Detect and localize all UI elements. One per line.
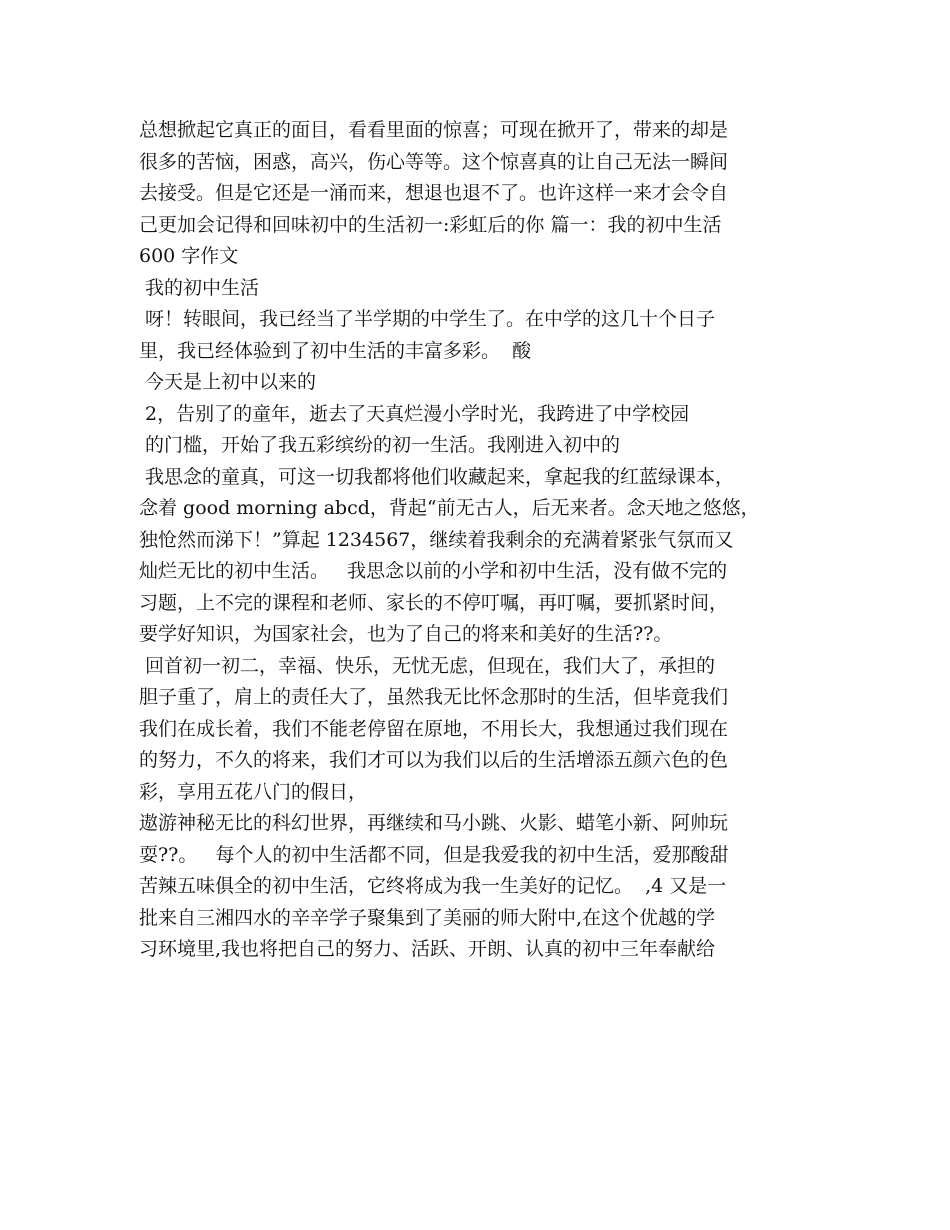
text-line: 己更加会记得和回味初中的生活初一:彩虹后的你 篇一：我的初中生活 — [139, 213, 722, 236]
text-line: 很多的苦恼，困惑，高兴，伤心等等。这个惊喜真的让自己无法一瞬间 — [139, 150, 729, 173]
body-text — [139, 115, 829, 966]
text-line: 苦辣五味俱全的初中生活，它终将成为我一生美好的记忆。 ,4 又是一 — [139, 875, 727, 897]
text-line: 胆子重了，肩上的责任大了，虽然我无比怀念那时的生活，但毕竟我们 — [139, 686, 729, 708]
text-line: 里，我已经体验到了初中生活的丰富多彩。 酸 — [139, 339, 532, 362]
text-line: 彩，享用五花八门的假日， — [139, 780, 368, 803]
text-line: 总想掀起它真正的面目，看看里面的惊喜；可现在掀开了，带来的却是 — [139, 119, 729, 141]
text-line: 呀！转眼间，我已经当了半学期的中学生了。在中学的这几十个日子 — [139, 308, 716, 330]
text-line: 回首初一初二，幸福、快乐，无忧无虑，但现在，我们大了，承担的 — [139, 654, 716, 677]
text-line: 耍??。 每个人的初中生活都不同，但是我爱我的初中生活，爱那酸甜 — [139, 843, 729, 866]
text-line: 我思念的童真，可这一切我都将他们收藏起来，拿起我的红蓝绿课本， — [139, 465, 735, 488]
text-line: 去接受。但是它还是一涌而来，想退也退不了。也许这样一来才会令自 — [139, 182, 729, 204]
text-line: 的努力，不久的将来，我们才可以为我们以后的生活增添五颜六色的色 — [139, 749, 729, 771]
text-line: 念着 good morning abcd，背起“前无古人，后无来者。念天地之悠悠， — [139, 497, 760, 519]
text-line: 灿烂无比的初中生活。 我思念以前的小学和初中生活，没有做不完的 — [139, 560, 728, 582]
text-line: 2，告别了的童年，逝去了天真烂漫小学时光，我跨进了中学校园 — [139, 402, 690, 425]
text-line: 我们在成长着，我们不能老停留在原地，不用长大，我想通过我们现在 — [139, 717, 729, 740]
text-line: 600 字作文 — [139, 245, 239, 267]
text-line: 批来自三湘四水的辛辛学子聚集到了美丽的师大附中,在这个优越的学 — [139, 906, 716, 929]
text-line: 要学好知识，为国家社会，也为了自己的将来和美好的生活??。 — [139, 623, 673, 645]
text-line: 今天是上初中以来的 — [139, 371, 317, 393]
text-line: 习环境里,我也将把自己的努力、活跃、开朗、认真的初中三年奉献给 — [139, 938, 716, 960]
text-line: 习题，上不完的课程和老师、家长的不停叮嘱，再叮嘱，要抓紧时间， — [139, 591, 729, 614]
text-line: 遨游神秘无比的科幻世界，再继续和马小跳、火影、蜡笔小新、阿帅玩 — [139, 812, 729, 834]
text-line: 的门槛，开始了我五彩缤纷的初一生活。我刚进入初中的 — [139, 434, 621, 456]
text-line: 我的初中生活 — [139, 276, 260, 299]
text-line: 独怆然而涕下！”算起 1234567，继续着我剩余的充满着紧张气氛而又 — [139, 528, 734, 551]
